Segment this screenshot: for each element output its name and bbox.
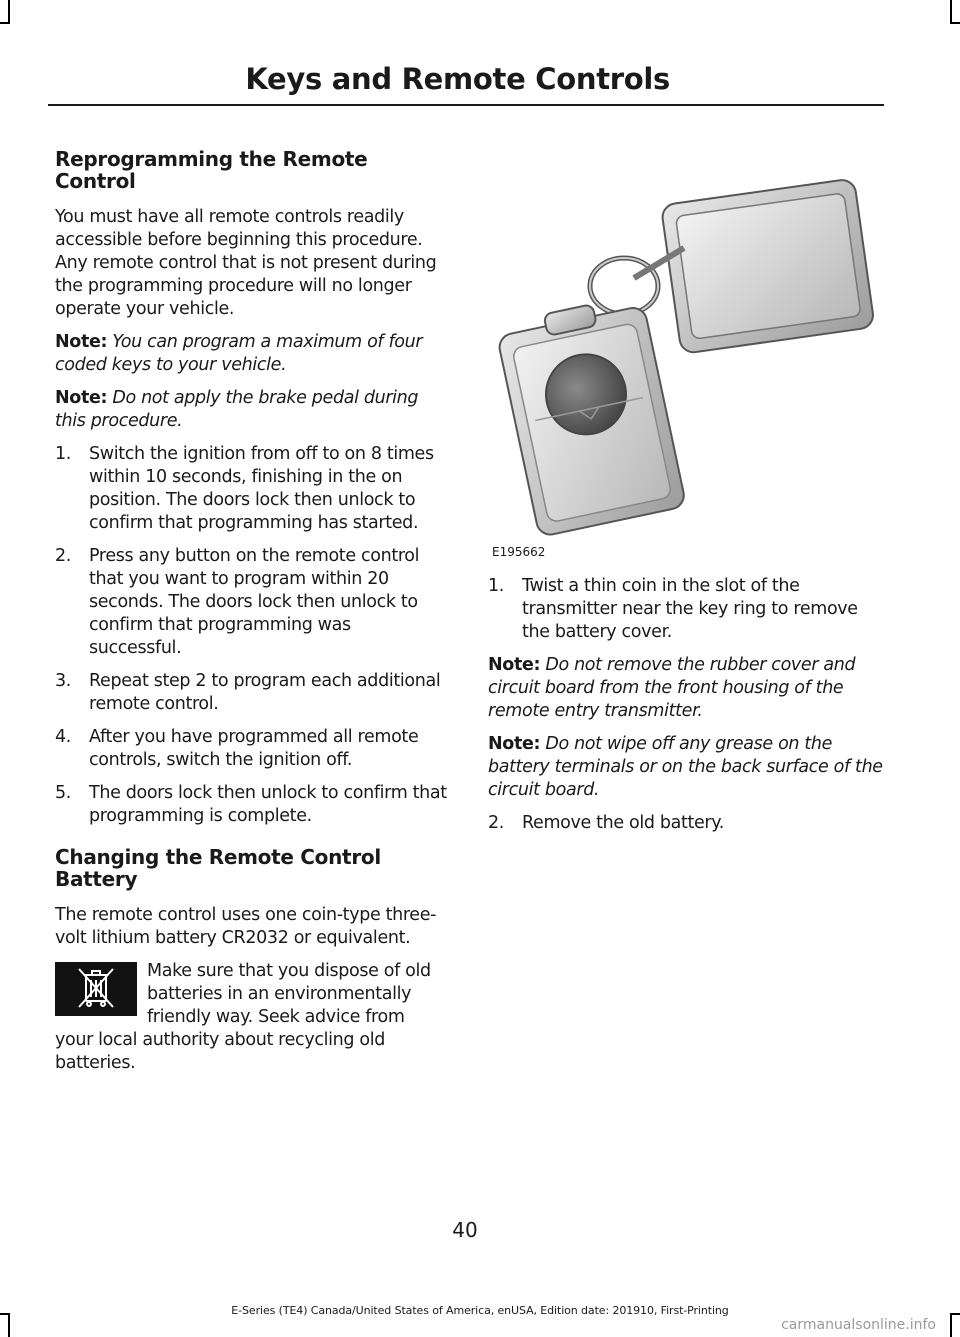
list-item <box>55 670 447 716</box>
step-text: Repeat step 2 to program each additional remote control. <box>89 671 441 714</box>
section-heading: Changing the Remote Control Battery <box>55 845 381 891</box>
key-fob-illustration <box>484 168 884 546</box>
note-label: Note: <box>55 332 108 352</box>
list-item <box>55 443 447 535</box>
note-label: Note: <box>488 734 541 754</box>
list-item <box>488 575 883 644</box>
list-item <box>55 782 447 828</box>
step-text: After you have programmed all remote controls, switch the ignition off. <box>89 727 419 770</box>
note-text: You can program a maximum of four coded keys to your vehicle. <box>55 332 423 375</box>
steps-list <box>488 575 883 644</box>
note-text: Do not apply the brake pedal during this procedure. <box>55 388 419 431</box>
note-label: Note: <box>55 388 108 408</box>
intro-paragraph: You must have all remote controls readily accessible before beginning this procedure. Any remote control that is not present during the programming procedure will no longer operate your vehicle. <box>55 207 437 319</box>
step-number: 1. <box>488 576 504 596</box>
crop-mark <box>950 0 952 24</box>
note-label: Note: <box>488 655 541 675</box>
watermark: carmanualsonline.info <box>781 1317 936 1333</box>
step-number: 3. <box>55 671 71 691</box>
steps-list <box>55 443 447 828</box>
step-text: Remove the old battery. <box>522 813 724 833</box>
step-number: 4. <box>55 727 71 747</box>
note <box>488 654 883 723</box>
list-item <box>55 726 447 772</box>
crop-mark <box>950 22 960 24</box>
footer-text: E-Series (TE4) Canada/United States of America, enUSA, Edition date: 201910, First-Printing <box>231 1304 729 1317</box>
page-number: 40 <box>452 1218 478 1242</box>
note-text: Do not wipe off any grease on the battery terminals or on the back surface of the circuit board. <box>488 734 883 800</box>
note <box>55 331 447 377</box>
recycle-text: Make sure that you dispose of old batteries in an environmentally friendly way. Seek advice from your local authority about recycling old batteries. <box>55 961 431 1073</box>
recycle-block <box>55 960 447 1075</box>
step-number: 1. <box>55 444 71 464</box>
battery-paragraph: The remote control uses one coin-type three-volt lithium battery CR2032 or equivalent. <box>55 905 437 948</box>
right-column <box>488 575 883 845</box>
step-text: Switch the ignition from off to on 8 times within 10 seconds, finishing in the on position. The doors lock then unlock to confirm that programming has started. <box>89 444 434 533</box>
figure-label: E195662 <box>492 545 546 559</box>
step-number: 5. <box>55 783 71 803</box>
crossed-out-bin-icon <box>55 962 137 1016</box>
list-item <box>55 545 447 660</box>
steps-list <box>488 812 883 835</box>
note-text: Do not remove the rubber cover and circuit board from the front housing of the remote entry transmitter. <box>488 655 856 721</box>
crop-mark <box>8 0 10 24</box>
step-text: Twist a thin coin in the slot of the transmitter near the key ring to remove the battery cover. <box>522 576 858 642</box>
step-text: The doors lock then unlock to confirm that programming is complete. <box>89 783 447 826</box>
list-item <box>488 812 883 835</box>
crop-mark <box>0 22 10 24</box>
note <box>55 387 447 433</box>
header-divider <box>48 104 884 106</box>
page-header-title: Keys and Remote Controls <box>245 62 670 96</box>
note <box>488 733 883 802</box>
step-text: Press any button on the remote control that you want to program within 20 seconds. The doors lock then unlock to confirm that programming was successful. <box>89 546 420 658</box>
step-number: 2. <box>55 546 71 566</box>
left-column <box>55 148 447 1075</box>
step-number: 2. <box>488 813 504 833</box>
section-heading: Reprogramming the Remote Control <box>55 147 368 193</box>
